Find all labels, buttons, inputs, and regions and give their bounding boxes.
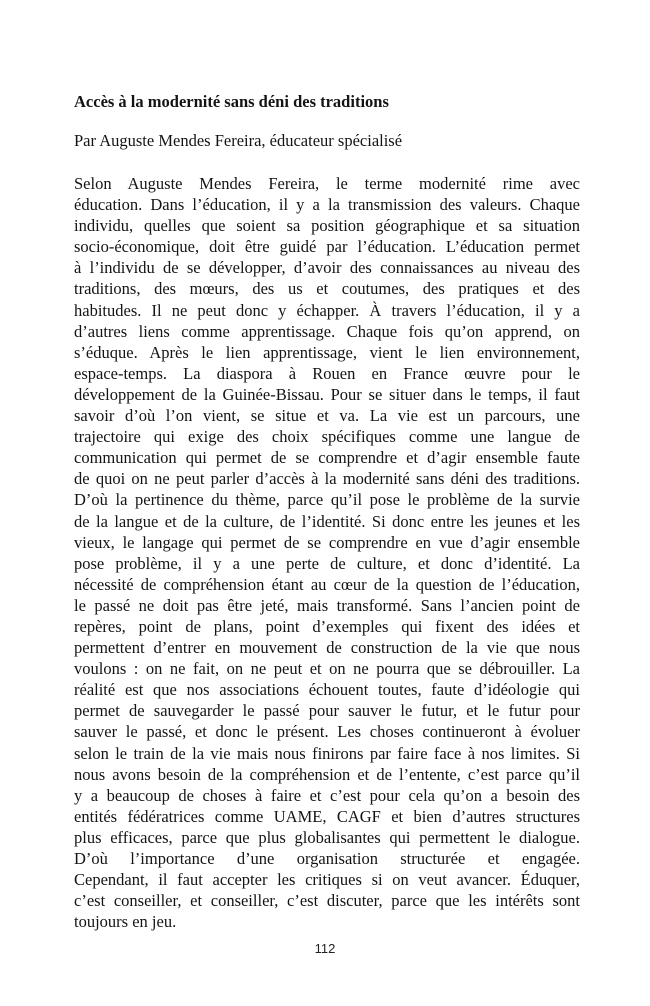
- body-line: pose problème, il y a une perte de culture, et donc d’identité. La: [74, 553, 580, 573]
- body-line: voulons : on ne fait, on ne peut et on ne pourra que se débrouiller. La: [74, 659, 580, 679]
- body-line: vieux, le langage qui permet de se comprendre en vue d’agir ensemble: [74, 532, 580, 552]
- body-line: éducation. Dans l’éducation, il y a la transmission des valeurs. Chaque: [74, 195, 580, 215]
- body-line: à l’individu de se développer, d’avoir des connaissances au niveau des: [74, 258, 580, 278]
- body-line: D’où l’importance d’une organisation structurée et engagée.: [74, 849, 580, 868]
- article-title: Accès à la modernité sans déni des traditions: [74, 92, 389, 111]
- article-byline: Par Auguste Mendes Fereira, éducateur spécialisé: [74, 131, 403, 150]
- body-line: Cependant, il faut accepter les critiques si on veut avancer. Éduquer,: [74, 870, 580, 890]
- body-line: Selon Auguste Mendes Fereira, le terme modernité rime avec: [74, 174, 580, 193]
- page-number: 112: [314, 941, 336, 956]
- body-line: trajectoire qui exige des choix spécifiques comme une langue de: [74, 427, 580, 447]
- body-line: nécessité de compréhension étant au cœur de la question de l’éducation,: [74, 574, 580, 594]
- body-line: le passé ne doit pas être jeté, mais transformé. Sans l’ancien point de: [74, 595, 580, 615]
- body-line: repères, point de plans, point d’exemples qui fixent des idées et: [74, 616, 580, 636]
- body-line: entités fédératrices comme UAME, CAGF et bien d’autres structures: [74, 806, 580, 826]
- body-line: permettent d’entrer en mouvement de construction de la vie que nous: [74, 638, 580, 658]
- body-line: nous avons besoin de la compréhension et de l’entente, c’est parce qu’il: [74, 764, 580, 784]
- body-line: socio-économique, doit être guidé par l’éducation. L’éducation permet: [74, 237, 580, 257]
- body-line: individu, quelles que soient sa position géographique et sa situation: [74, 216, 580, 236]
- body-line: D’où la pertinence du thème, parce qu’il pose le problème de la survie: [74, 490, 580, 510]
- body-line: traditions, des mœurs, des us et coutumes, des pratiques et des: [74, 279, 580, 299]
- body-line: sauver le passé, et donc le présent. Les choses continueront à évoluer: [74, 722, 580, 742]
- article-body: [74, 173, 580, 932]
- body-line: développement de la Guinée-Bissau. Pour se situer dans le temps, il faut: [74, 384, 580, 404]
- body-line: réalité est que nos associations échouent toutes, faute d’idéologie qui: [74, 680, 580, 700]
- body-line: d’autres liens comme apprentissage. Chaque fois qu’on apprend, on: [74, 321, 580, 341]
- body-line: y a beaucoup de choses à faire et c’est pour cela qu’on a besoin des: [74, 785, 580, 805]
- body-line: habitudes. Il ne peut donc y échapper. À travers l’éducation, il y a: [74, 300, 580, 320]
- body-line: selon le train de la vie mais nous finirons par faire face à nos limites. Si: [74, 743, 580, 763]
- body-line: savoir d’où l’on vient, se situe et va. La vie est un parcours, une: [74, 406, 580, 426]
- body-line: s’éduque. Après le lien apprentissage, vient le lien environnement,: [74, 342, 580, 362]
- body-line: de quoi on ne peut parler d’accès à la modernité sans déni des traditions.: [74, 469, 580, 489]
- body-line: espace-temps. La diaspora à Rouen en France œuvre pour le: [74, 363, 580, 383]
- body-line: plus efficaces, parce que plus globalisantes qui permettent le dialogue.: [74, 827, 580, 847]
- body-line: permet de sauvegarder le passé pour sauver le futur, et le futur pour: [74, 701, 580, 721]
- body-line: toujours en jeu.: [74, 912, 177, 932]
- body-line: c’est conseiller, et conseiller, c’est discuter, parce que les intérêts sont: [74, 891, 580, 911]
- body-line: de la langue et de la culture, de l’identité. Si donc entre les jeunes et les: [74, 511, 580, 531]
- body-line: communication qui permet de se comprendre et d’agir ensemble faute: [74, 448, 580, 468]
